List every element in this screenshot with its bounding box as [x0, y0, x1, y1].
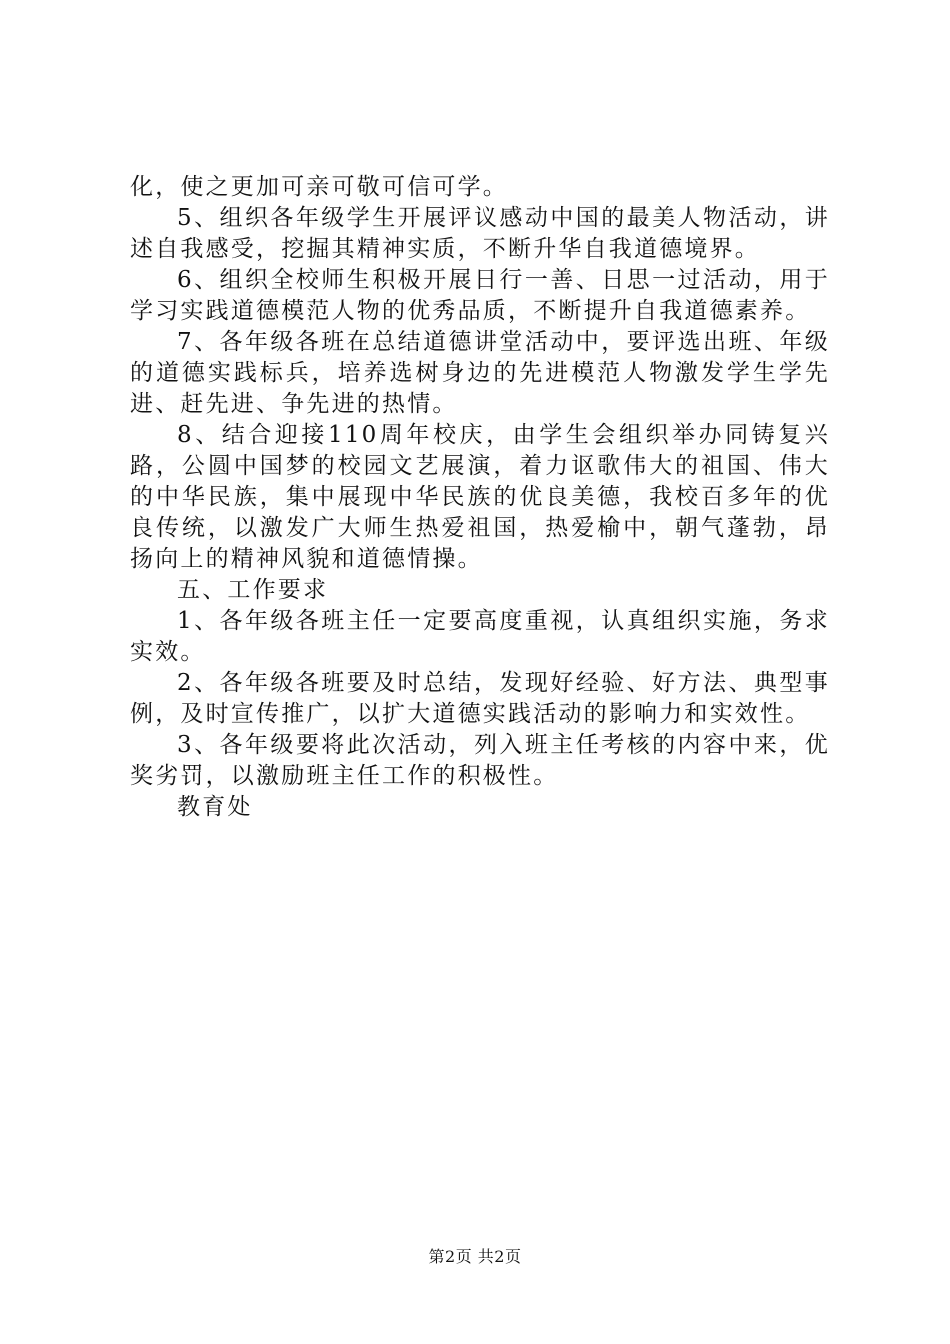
paragraph-item-6: 6、组织全校师生积极开展日行一善、日思一过活动，用于学习实践道德模范人物的优秀品质，不断提升自我道德素养。	[130, 267, 830, 324]
page-number-footer: 第2页 共2页	[428, 1247, 522, 1266]
paragraph-requirement-3: 3、各年级要将此次活动，列入班主任考核的内容中来，优奖劣罚，以激励班主任工作的积极性。	[130, 732, 830, 789]
paragraph-requirement-2: 2、各年级各班要及时总结，发现好经验、好方法、典型事例，及时宣传推广，以扩大道德实践活动的影响力和实效性。	[130, 670, 830, 727]
document-body	[130, 172, 830, 823]
paragraph-item-5: 5、组织各年级学生开展评议感动中国的最美人物活动，讲述自我感受，挖掘其精神实质，不断升华自我道德境界。	[130, 205, 830, 262]
paragraph-continuation: 化，使之更加可亲可敬可信可学。	[130, 174, 508, 200]
section-heading-work-requirements: 五、工作要求	[177, 577, 329, 603]
signature-department: 教育处	[177, 794, 253, 820]
paragraph-item-7: 7、各年级各班在总结道德讲堂活动中，要评选出班、年级的道德实践标兵，培养选树身边的先进模范人物激发学生学先进、赶先进、争先进的热情。	[130, 329, 830, 417]
paragraph-requirement-1: 1、各年级各班主任一定要高度重视，认真组织实施，务求实效。	[130, 608, 830, 665]
paragraph-item-8: 8、结合迎接110周年校庆，由学生会组织举办同铸复兴路，公圆中国梦的校园文艺展演，着力讴歌伟大的祖国、伟大的中华民族，集中展现中华民族的优良美德，我校百多年的优良传统，以激发广大师生热爱祖国，热爱榆中，朝气蓬勃，昂扬向上的精神风貌和道德情操。	[130, 422, 830, 572]
